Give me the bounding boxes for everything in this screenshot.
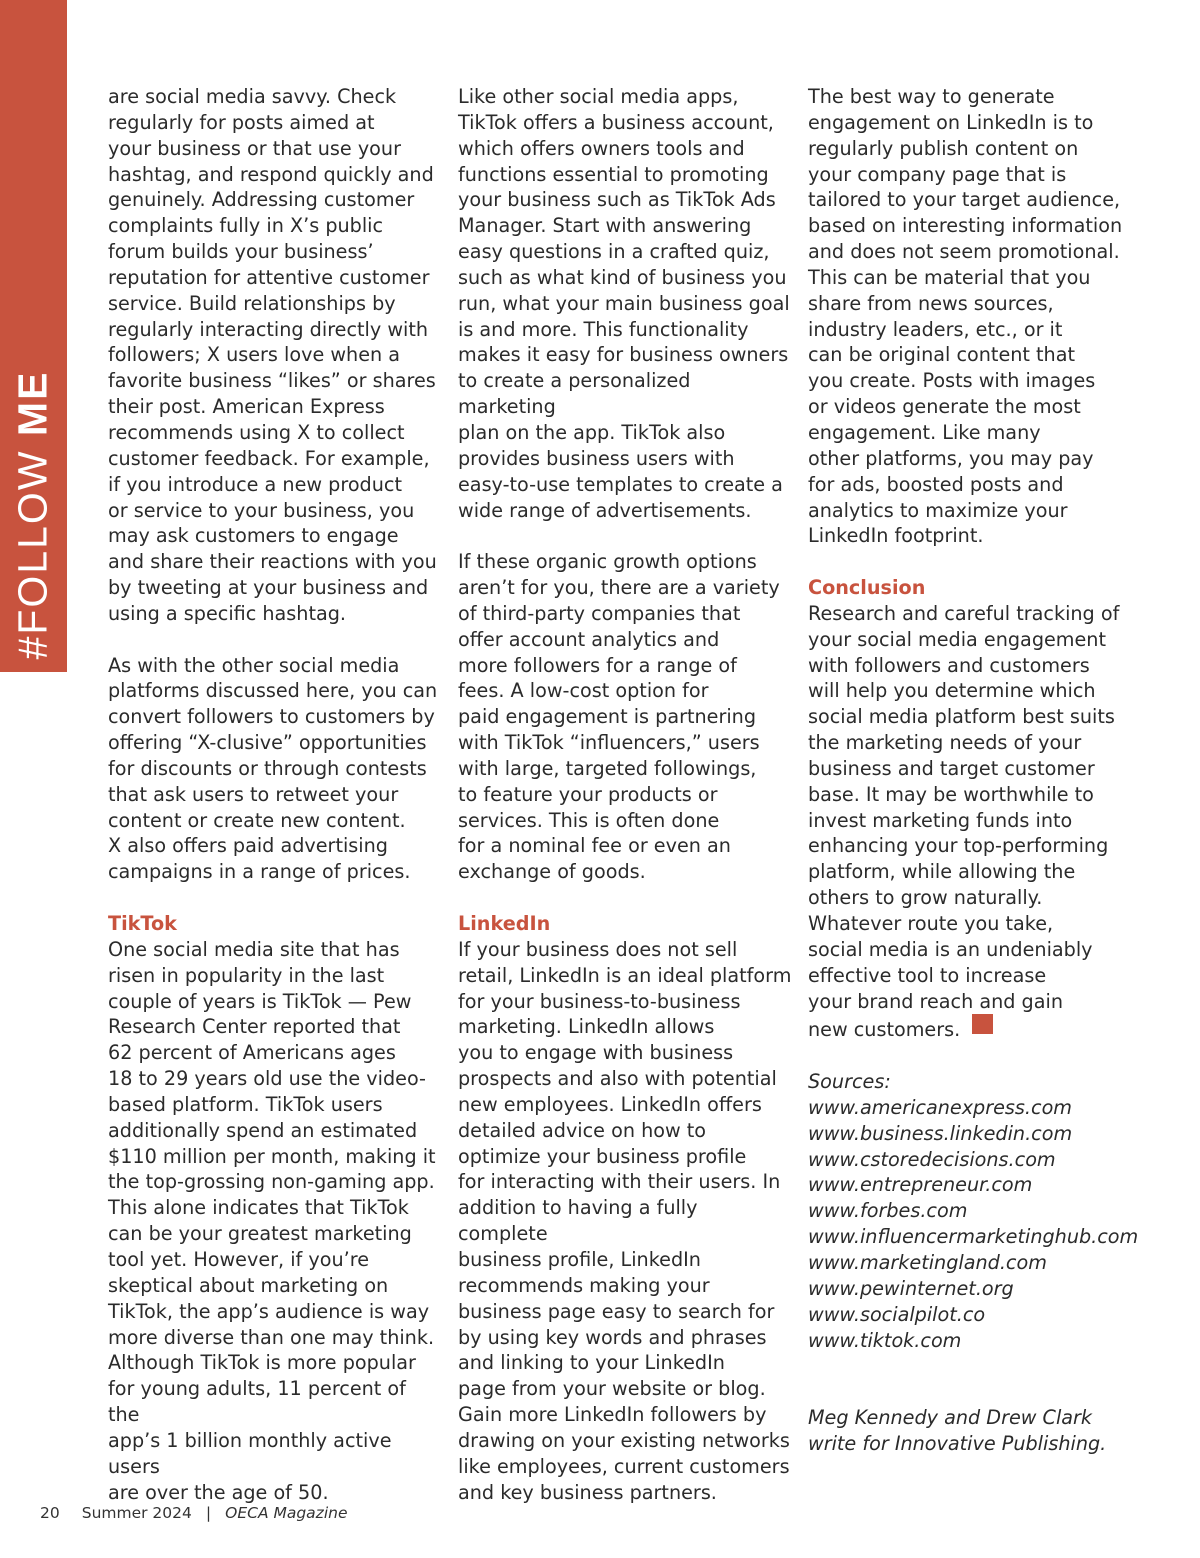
paragraph: Like other social media apps, TikTok offers a business account, which offers owners tools and functions essential to promoting your business such as TikTok Ads Manager. Start with answering easy questions in a crafted quiz, such as what kind of business you run, what your main business goal is and more. This functionality makes it easy for business owners to create a personalized marketing plan on the app. TikTok also provides business users with easy-to-use templates to create a wide range of advertisements. xyxy=(458,85,790,522)
column-3 xyxy=(808,84,1148,1457)
paragraph: Research and careful tracking of your social media engagement with followers and customers will help you determine which social media platform best suits the marketing needs of your business and target customer base. It may be worthwhile to invest marketing funds into enhancing your top-performing platform, while allowing the others to grow naturally. Whatever route you take, social media is an undeniably effective tool to increase your brand reach and gain new customers. xyxy=(808,601,1120,1042)
paragraph: If your business does not sell retail, LinkedIn is an ideal platform for your business-to-business marketing. LinkedIn allows you to engage with business prospects and also with potential new employees. LinkedIn offers detailed advice on how to optimize your business profile for interacting with their users. In addition to having a fully complete business profile, LinkedIn recommends making your business page easy to search for by using key words and phrases and linking to your LinkedIn page from your website or blog. Gain more LinkedIn followers by drawing on your existing networks like employees, current customers and key business partners. xyxy=(458,937,792,1504)
footer-separator: | xyxy=(205,1504,212,1522)
section-heading-linkedin: LinkedIn xyxy=(458,912,551,935)
paragraph: If these organic growth options aren’t for you, there are a variety of third-party companies that offer account analytics and more followers for a range of fees. A low-cost option for paid engagement is partnering with TikTok “influencers,” users with large, targeted followings, to feature your products or services. This is often done for a nominal fee or even an exchange of goods. xyxy=(458,550,780,884)
paragraph: As with the other social media platforms discussed here, you can convert followers to customers by offering “X-clusive” opportunities for discounts or through contests that ask users to retweet your content or create new content. X also offers paid advertising campaigns in a range of prices. xyxy=(108,653,438,884)
magazine-title: OECA Magazine xyxy=(225,1504,348,1522)
paragraph: are social media savvy. Check regularly for posts aimed at your business or that use your hashtag, and respond quickly and genuinely. Addressing customer complaints fully in X’s public forum builds your business’ reputation for attentive customer service. Build relationships by regularly interacting directly with followers; X users love when a favorite business “likes” or shares their post. American Express recommends using X to collect customer feedback. For example, if you introduce a new product or service to your business, you may ask customers to engage and share their reactions with you by tweeting at your business and using a specific hashtag. xyxy=(108,85,437,625)
section-heading-tiktok: TikTok xyxy=(108,912,177,935)
column-1 xyxy=(108,84,443,1505)
column-2 xyxy=(458,84,793,1505)
side-tab-label: #FOLLOW ME xyxy=(9,370,56,660)
end-mark xyxy=(972,1014,993,1034)
paragraph: The best way to generate engagement on LinkedIn is to regularly publish content on your company page that is tailored to your target audience, based on interesting information and does not seem promotional. This can be material that you share from news sources, industry leaders, etc., or it can be original content that you create. Posts with images or videos generate the most engagement. Like many other platforms, you may pay for ads, boosted posts and analytics to maximize your LinkedIn footprint. xyxy=(808,85,1123,548)
issue-date: Summer 2024 xyxy=(81,1504,192,1522)
page-footer xyxy=(40,1504,347,1522)
section-heading-conclusion: Conclusion xyxy=(808,576,926,600)
author-byline: Meg Kennedy and Drew Clark write for Innovative Publishing. xyxy=(808,1406,1107,1455)
sources-list: www.americanexpress.com www.business.linkedin.com www.cstoredecisions.com www.entrepreneur.com www.forbes.com www.influencermarketinghub.com www.marketingland.com www.pewinternet.org www.socialpilot.co www.tiktok.com xyxy=(808,1095,1139,1352)
paragraph: One social media site that has risen in popularity in the last couple of years is TikTok — Pew Research Center reported that 62 percent of Americans ages 18 to 29 years old use the video- based platform. TikTok users additionally spend an estimated $110 million per month, making it the top-grossing non-gaming app. This alone indicates that TikTok can be your greatest marketing tool yet. However, if you’re skeptical about marketing on TikTok, the app’s audience is way more diverse than one may think. Although TikTok is more popular for young adults, 11 percent of the app’s 1 billion monthly active users are over the age of 50. xyxy=(108,937,436,1504)
sources-label: Sources: xyxy=(808,1070,891,1094)
side-tab xyxy=(0,0,67,672)
page-number: 20 xyxy=(40,1504,60,1522)
